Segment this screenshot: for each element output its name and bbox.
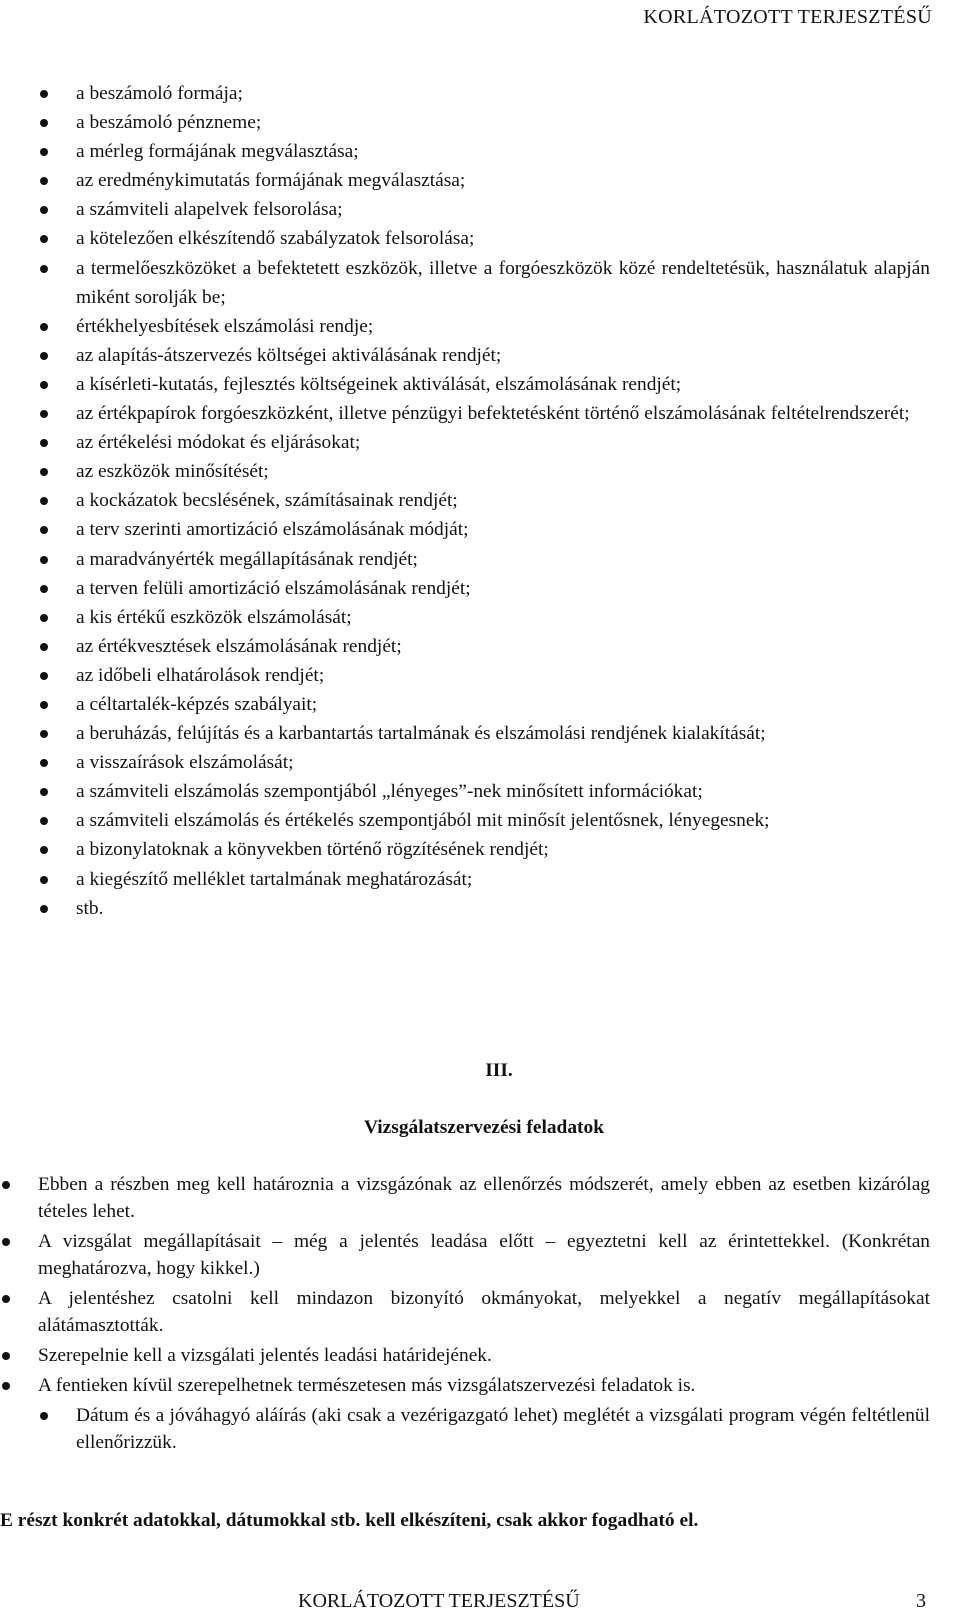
bullet-icon [40,614,48,622]
bullet-icon [40,1412,48,1420]
bullet-icon [40,323,48,331]
list-item [0,79,960,108]
list-item-text: a beruházás, felújítás és a karbantartás tartalmának és elszámolási rendjének kialakítását; [76,723,766,745]
list-item [0,835,960,864]
page-header: KORLÁTOZOTT TERJESZTÉSŰ [643,6,932,28]
list-item [0,1342,960,1369]
list-item-text: értékhelyesbítések elszámolási rendje; [76,315,374,337]
list-item [0,457,960,486]
criteria-list [0,79,960,923]
bullet-icon [40,352,48,360]
list-item-text: a kötelezően elkészítendő szabályzatok felsorolása; [76,228,475,250]
bullet-icon [40,556,48,564]
list-item-text: a számviteli elszámolás szempontjából „lényeges”-nek minősített információkat; [76,781,703,803]
list-item [0,1228,960,1282]
list-item [0,254,960,312]
list-item [0,1171,960,1225]
list-item-text: az értékvesztések elszámolásának rendjét; [76,635,402,657]
list-item-text: a beszámoló pénzneme; [76,112,262,134]
list-item-text: a mérleg formájának megválasztása; [76,141,359,163]
list-item-text: stb. [76,897,104,919]
list-item [0,632,960,661]
list-item-text: az eredménykimutatás formájának megválasztása; [76,170,466,192]
bullet-icon [40,148,48,156]
bullet-icon [2,1352,10,1360]
list-item-text: A vizsgálat megállapításait – még a jelentés leadása előtt – egyeztetni kell az érintettekkel. (Konkrétan meghatározva, hogy kikkel.) [38,1231,930,1279]
list-item-text: a beszámoló formája; [76,83,243,104]
bullet-icon [40,817,48,825]
list-item-text: a kockázatok becslésének, számításainak rendjét; [76,490,458,512]
list-item [0,195,960,224]
bullet-icon [40,730,48,738]
bullet-icon [2,1295,10,1303]
list-item-text: az alapítás-átszervezés költségei aktiválásának rendjét; [76,344,502,366]
list-item [0,428,960,457]
list-item [0,224,960,253]
list-item-text: az értékpapírok forgóeszközként, illetve pénzügyi befektetésként történő elszámolásának feltételrendszerét; [76,403,910,425]
bullet-icon [40,846,48,854]
list-item [0,312,960,341]
list-item-text: Szerepelnie kell a vizsgálati jelentés leadási határidejének. [38,1345,492,1366]
list-item [0,137,960,166]
bullet-icon [40,119,48,127]
list-item [0,603,960,632]
list-item-text: a számviteli alapelvek felsorolása; [76,199,343,221]
bullet-icon [40,235,48,243]
list-item-text: a terv szerinti amortizáció elszámolásának módját; [76,519,469,541]
list-item [0,661,960,690]
bullet-icon [40,468,48,476]
list-item [0,341,960,370]
list-item [0,166,960,195]
closing-statement: E részt konkrét adatokkal, dátumokkal stb. kell elkészíteni, csak akkor fogadható el. [0,1510,699,1531]
bullet-icon [40,439,48,447]
list-item-text: a terven felüli amortizáció elszámolásának rendjét; [76,577,471,599]
page-footer [0,1590,960,1620]
tasks-list [0,1171,960,1459]
list-item-text: az eszközök minősítését; [76,461,269,483]
section-number: III. [485,1060,513,1081]
list-item-text: a bizonylatoknak a könyvekben történő rögzítésének rendjét; [76,839,549,861]
list-item-text: Ebben a részben meg kell határoznia a vizsgázónak az ellenőrzés módszerét, amely ebben az esetben kizárólag tételes lehet. [38,1174,930,1222]
list-item-text: a céltartalék-képzés szabályait; [76,693,318,715]
list-item-text: a termelőeszközöket a befektetett eszközök, illetve a forgóeszközök közé rendeltetésük, használatuk alapján miként sorolják be; [76,257,930,308]
list-item-text: A fentieken kívül szerepelhetnek természetesen más vizsgálatszervezési feladatok is. [38,1375,696,1396]
bullet-icon [40,265,48,273]
bullet-icon [2,1382,10,1390]
list-item-text: a kísérleti-kutatás, fejlesztés költségeinek aktiválását, elszámolásának rendjét; [76,373,682,395]
sub-list-item [0,1402,960,1456]
footer-text: KORLÁTOZOTT TERJESZTÉSŰ [298,1590,580,1612]
bullet-icon [40,643,48,651]
list-item [0,545,960,574]
list-item-text: az időbeli elhatárolások rendjét; [76,664,325,686]
list-item-text: Dátum és a jóváhagyó aláírás (aki csak a vezérigazgató lehet) meglétét a vizsgálati program végén feltétlenül ellenőrizzük. [76,1405,930,1453]
list-item [0,515,960,544]
list-item [0,690,960,719]
bullet-icon [40,672,48,680]
list-item [0,777,960,806]
bullet-icon [2,1238,10,1246]
list-item-text: a kis értékű eszközök elszámolását; [76,606,352,628]
list-item [0,865,960,894]
bullet-icon [40,410,48,418]
bullet-icon [40,206,48,214]
list-item [0,370,960,399]
list-item-text: az értékelési módokat és eljárásokat; [76,432,361,454]
list-item [0,806,960,835]
bullet-icon [40,759,48,767]
list-item [0,108,960,137]
list-item [0,399,960,428]
bullet-icon [40,905,48,913]
list-item [0,748,960,777]
list-item [0,486,960,515]
list-item-text: a maradványérték megállapításának rendjét; [76,548,418,570]
page-number: 3 [916,1590,926,1612]
bullet-icon [40,701,48,709]
list-item [0,574,960,603]
bullet-icon [40,526,48,534]
bullet-icon [40,90,48,98]
bullet-icon [40,381,48,389]
section-title: Vizsgálatszervezési feladatok [364,1117,604,1138]
list-item-text: a visszaírások elszámolását; [76,752,294,774]
bullet-icon [2,1181,10,1189]
list-item-text: a számviteli elszámolás és értékelés szempontjából mit minősít jelentősnek, lényegesnek; [76,810,770,832]
bullet-icon [40,788,48,796]
list-item [0,1372,960,1399]
list-item [0,719,960,748]
bullet-icon [40,585,48,593]
list-item-text: A jelentéshez csatolni kell mindazon bizonyító okmányokat, melyekkel a negatív megállapításokat alátámasztották. [38,1288,930,1336]
list-item-text: a kiegészítő melléklet tartalmának meghatározását; [76,868,473,890]
bullet-icon [40,177,48,185]
list-item [0,894,960,923]
list-item [0,1285,960,1339]
bullet-icon [40,876,48,884]
bullet-icon [40,497,48,505]
